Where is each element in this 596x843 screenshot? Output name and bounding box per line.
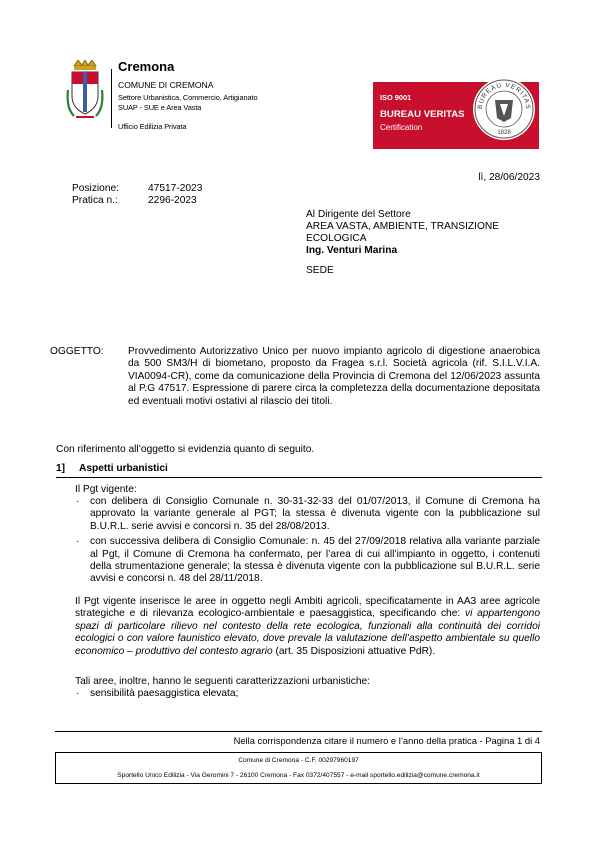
recipient-line1: Al Dirigente del Settore	[306, 209, 411, 220]
header-line-settore: Settore Urbanistica, Commercio, Artigianato	[118, 93, 258, 102]
tali-aree-text: Tali aree, inoltre, hanno le seguenti caratterizzazioni urbanistiche:	[75, 676, 371, 687]
cremona-coat-of-arms	[66, 60, 104, 122]
cert-name: BUREAU VERITAS	[380, 109, 465, 120]
bullet-text: sensibilità paesaggistica elevata;	[90, 688, 239, 699]
header-title: Cremona	[118, 59, 175, 74]
list-item: · con successiva delibera di Consiglio Comunale: n. 45 del 27/09/2018 relativa alla variante parziale al Pgt, il Comune di Cremona ha confermato, per l’area di cui all’impianto in oggetto, i contenuti della strumentazione generale; la stessa è divenuta vigente con la pubblicazione sul B.U.R.L. serie avvisi e concorsi n. 48 del 28/11/2018.	[76, 536, 540, 585]
section-rule	[56, 477, 542, 478]
recipient-sede: SEDE	[306, 265, 334, 276]
bureau-veritas-seal	[473, 78, 535, 140]
footer-line2: Sportello Unico Edilizia - Via Geromini 7 - 26100 Cremona - Fax 0372/407557 - e-mail sportello.edilizia@comune.cremona.it	[117, 772, 480, 779]
bureau-veritas-certification	[373, 82, 539, 149]
section-title: Aspetti urbanistici	[79, 463, 168, 474]
list-item: · con delibera di Consiglio Comunale n. 30-31-32-33 del 01/07/2013, il Comune di Cremona ha approvato la variante generale al PGT; la stessa è divenuta vigente con la pubblicazione sul B.U.R.L. serie avvisi e concorsi n. 35 del 28/08/2013.	[76, 496, 540, 532]
ambiti-agricoli-paragraph: Il Pgt vigente inserisce le aree in oggetto negli Ambiti agricoli, specificatamente in AA3 aree agricole strategiche e di rilevanza ecologico-ambientale e paesaggistica, specificando che: vi appartengono spazi di particolare rilievo nel contesto della rete ecologica, funzionali alla continuità dei corridoi ecologici o con valore faunistico elevato, dove prevale la valutazione dell’aspetto ambientale su quello economico – produttivo del contesto agrario (art. 35 Disposizioni attuative PdR).	[75, 596, 540, 657]
bullet-text: con successiva delibera di Consiglio Comunale: n. 45 del 27/09/2018 relativa alla variante parziale al Pgt, il Comune di Cremona ha confermato, per l’area di cui all’impianto in oggetto, i contenuti della strumentazione generale; la stessa è divenuta vigente con la pubblicazione sul B.U.R.L. serie avvisi e concorsi n. 48 del 28/11/2018.	[90, 536, 540, 585]
header-divider	[111, 69, 112, 128]
footer-box	[55, 752, 542, 784]
recipient-name: Ing. Venturi Marina	[306, 245, 398, 256]
document-date: lì, 28/06/2023	[478, 172, 540, 183]
posizione-label: Posizione:	[72, 183, 120, 194]
pratica-value: 2296-2023	[148, 195, 197, 206]
posizione-value: 47517-2023	[148, 183, 203, 194]
header-line-suap: SUAP - SUE e Area Vasta	[118, 103, 202, 112]
cert-sub: Certification	[380, 123, 423, 132]
recipient-line2: AREA VASTA, AMBIENTE, TRANSIZIONE	[306, 221, 500, 232]
header-line-ufficio: Ufficio Edilizia Privata	[118, 122, 187, 131]
header-line-comune: COMUNE DI CREMONA	[118, 80, 214, 90]
list-item: · sensibilità paesaggistica elevata;	[76, 688, 239, 699]
cert-iso: ISO 9001	[380, 93, 412, 102]
footer-note: Nella corrispondenza citare il numero e l’anno della pratica - Pagina 1 di 4	[233, 735, 540, 746]
footer-rule	[55, 731, 542, 732]
pgt-bullets	[76, 496, 540, 586]
bullet-text: con delibera di Consiglio Comunale n. 30-31-32-33 del 01/07/2013, il Comune di Cremona ha approvato la variante generale al PGT; la stessa è divenuta vigente con la pubblicazione sul B.U.R.L. serie avvisi e concorsi n. 35 del 28/08/2013.	[90, 496, 540, 532]
recipient-line3: ECOLOGICA	[306, 233, 367, 244]
intro-text: Con riferimento all’oggetto si evidenzia quanto di seguito.	[56, 444, 315, 455]
pgt-label: Il Pgt vigente:	[75, 484, 137, 495]
seal-year: 1828	[497, 130, 511, 136]
oggetto-label: OGGETTO:	[50, 346, 104, 357]
seal-text: BUREAU VERITAS	[476, 81, 532, 110]
section-number: 1]	[56, 463, 66, 474]
pratica-label: Pratica n.:	[72, 195, 118, 206]
oggetto-text: Provvedimento Autorizzativo Unico per nuovo impianto agricolo di digestione anaerobica da 500 SM3/H di biometano, proposto da Fragea s.r.l. Società agricola (rif. S.I.L.V.I.A. VIA0094-CR), come da comunicazione della Provincia di Cremona del 12/06/2023 assunta al P.G 47517. Espressione di parere circa la completezza della documentazione depositata ed eventuali motivi ostativi al rilascio dei titoli.	[128, 346, 540, 407]
footer-line1: Comune di Cremona - C.F. 00297960197	[238, 757, 359, 764]
